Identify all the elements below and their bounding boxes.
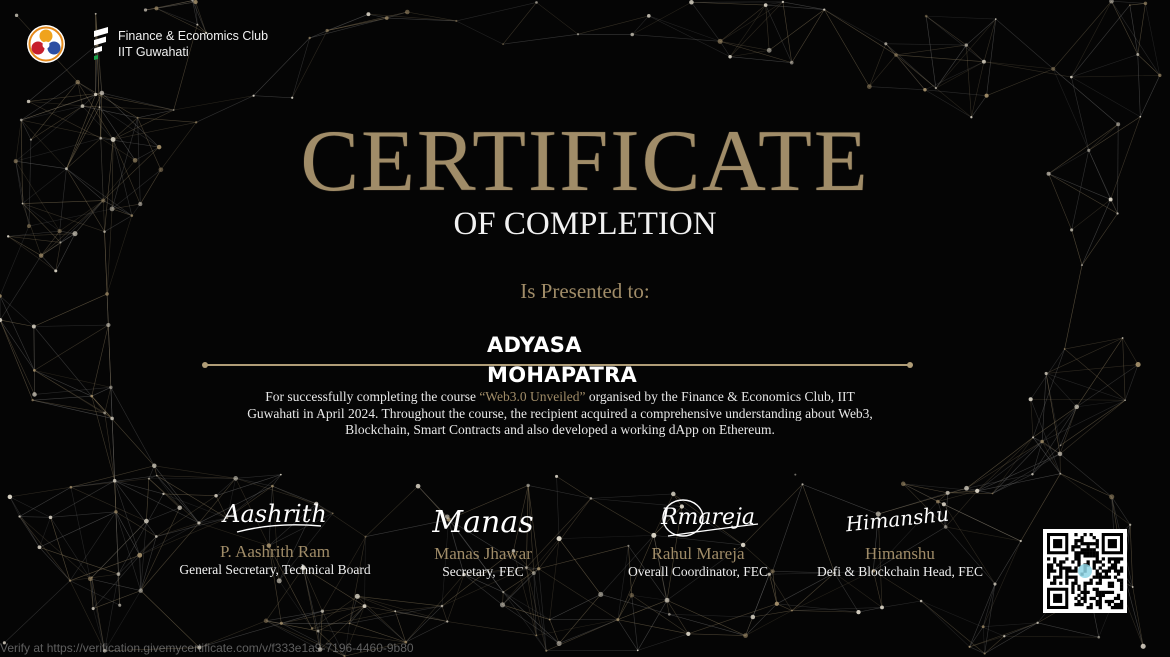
svg-text:Rmareja: Rmareja (660, 505, 756, 530)
signature-4 (800, 496, 1000, 542)
presented-label: Is Presented to: (520, 279, 650, 303)
club-name-line1: Finance & Economics Club (118, 29, 269, 43)
signatory-role: Overall Coordinator, FEC (627, 564, 769, 579)
verification-link[interactable]: Verify at https://verification.givemycertificate.com/v/f333e1a9-7196-4460-9b80 (0, 641, 414, 655)
signatory-3 (583, 494, 813, 580)
svg-text:Himanshu: Himanshu (844, 501, 951, 537)
qr-code-icon (1043, 529, 1127, 613)
svg-text:Aashrith: Aashrith (223, 500, 327, 528)
recipient-last-name: MOHAPATRA (487, 363, 638, 387)
signature-3 (598, 494, 798, 542)
signatory-role: Secretary, FEC (442, 564, 524, 579)
certificate-subtitle: OF COMPLETION (453, 206, 717, 242)
course-title: “Web3.0 Unveiled” (479, 389, 586, 404)
signature-2 (383, 494, 583, 542)
signatory-4 (785, 496, 1015, 580)
signatory-name: Manas Jhawar (434, 544, 532, 563)
club-name-line2: IIT Guwahati (118, 45, 189, 59)
signatory-role: Defi & Blockchain Head, FEC (816, 564, 984, 579)
signatory-role: General Secretary, Technical Board (179, 562, 371, 577)
signatory-name: P. Aashrith Ram (219, 542, 331, 561)
svg-text:Manas: Manas (432, 505, 534, 540)
signatory-name: Himanshu (865, 544, 935, 563)
recipient-first-name: ADYASA (487, 333, 582, 357)
course-description (245, 389, 875, 439)
description-part1: For successfully completing the course (265, 389, 480, 404)
signatory-2 (368, 494, 598, 580)
signatory-name: Rahul Mareja (651, 544, 745, 563)
fec-logo-icon (90, 27, 110, 61)
recipient-name (487, 330, 687, 390)
certificate-title: CERTIFICATE (300, 113, 870, 210)
club-name (118, 28, 268, 60)
signature-1 (175, 492, 375, 540)
iitg-logo-icon (26, 24, 66, 64)
signatory-1 (160, 492, 390, 578)
description-part2: organised by the Finance & Economics Club, IIT Guwahati in April 2024. Throughout the course, the recipient acquired a comprehensive understanding about Web3, Blockchain, Smart Contracts and also developed a working dApp on Ethereum. (247, 389, 873, 437)
brand-header (26, 24, 268, 64)
